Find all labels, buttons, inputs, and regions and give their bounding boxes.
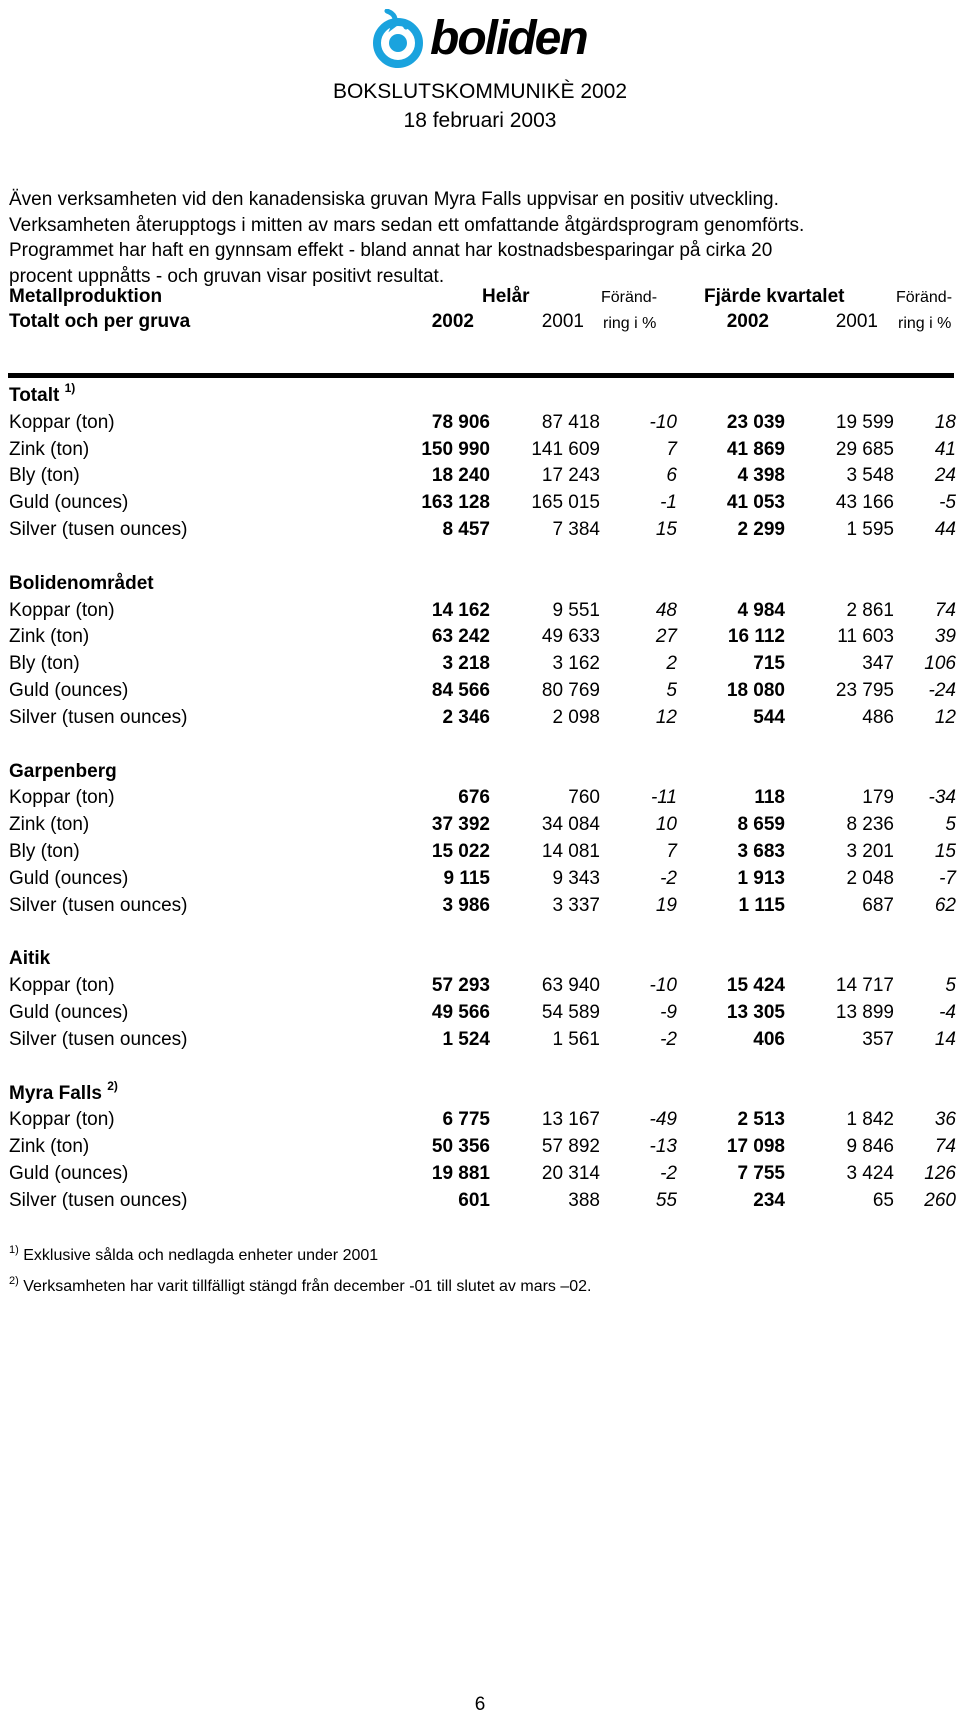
table-row [0,1027,960,1054]
cell-helar-change: 48 [655,599,677,621]
cell-helar-change: 27 [655,626,677,648]
cell-q4-2002: 8 659 [737,814,785,836]
table-row [0,437,960,464]
table-row [0,678,960,705]
table-row [0,490,960,517]
footnote-mark: 2) [9,1275,19,1287]
section-name [9,1078,118,1108]
cell-q4-2001: 23 795 [835,679,894,701]
cell-q4-change: 260 [924,1189,956,1211]
cell-helar-2002: 18 240 [431,465,490,487]
cell-q4-2002: 2 299 [737,518,785,540]
cell-q4-2002: 1 913 [737,867,785,889]
row-label: Koppar (ton) [9,787,115,809]
row-label: Silver (tusen ounces) [9,1189,188,1211]
cell-q4-change: 15 [934,840,956,862]
cell-q4-change: 106 [924,653,956,675]
document-title: BOKSLUTSKOMMUNIKÈ 2002 [332,80,628,103]
cell-helar-2001: 165 015 [531,492,600,514]
section-name [9,571,154,598]
intro-line: Programmet har haft en gynnsam effekt - bland annat har kostnadsbesparingar på cirka 20 [9,240,773,261]
row-label: Zink (ton) [9,1136,90,1158]
cell-q4-change: 39 [934,626,956,648]
cell-q4-2001: 486 [862,706,894,728]
cell-helar-2001: 14 081 [541,840,600,862]
row-label: Silver (tusen ounces) [9,706,188,728]
section-heading [0,383,960,410]
cell-q4-2002: 118 [754,787,785,809]
header-change-bottom: ring i % [603,315,657,332]
header-fjarde-kvartalet: Fjärde kvartalet [704,286,845,307]
table-row [0,598,960,625]
row-label: Koppar (ton) [9,1109,115,1131]
header-change-top: Föränd- [896,289,953,306]
cell-helar-2002: 78 906 [431,411,490,433]
cell-q4-2001: 19 599 [835,411,894,433]
cell-q4-2002: 17 098 [726,1136,785,1158]
document-date: 18 februari 2003 [403,109,557,132]
table-row [0,785,960,812]
table-row [0,1000,960,1027]
table-row [0,1188,960,1215]
cell-helar-2001: 760 [568,787,600,809]
cell-q4-change: 18 [934,411,956,433]
footnote-text: Exklusive sålda och nedlagda enheter under 2001 [23,1247,379,1264]
cell-q4-2001: 179 [862,787,894,809]
cell-q4-2002: 4 984 [737,599,785,621]
table-row [0,839,960,866]
table-row [0,1161,960,1188]
cell-helar-change: 12 [655,706,677,728]
header-divider [8,373,954,378]
row-label: Zink (ton) [9,814,90,836]
table-row [0,705,960,732]
cell-q4-2001: 9 846 [846,1136,894,1158]
cell-q4-change: 44 [934,518,956,540]
cell-helar-2002: 84 566 [431,679,490,701]
section-heading [0,1078,960,1108]
cell-q4-2001: 3 201 [846,840,894,862]
header-year-2002: 2002 [726,311,769,332]
header-year-2001: 2001 [835,311,878,332]
section-spacer [0,919,960,946]
cell-q4-change: 14 [934,1028,956,1050]
cell-helar-2001: 9 343 [552,867,600,889]
table-title: Metallproduktion [9,286,163,307]
cell-q4-2001: 43 166 [835,492,894,514]
cell-helar-2002: 9 115 [443,867,490,889]
metal-production-table [0,383,960,1215]
row-label: Koppar (ton) [9,411,115,433]
cell-q4-2001: 29 685 [835,438,894,460]
cell-q4-2002: 7 755 [737,1162,785,1184]
cell-q4-2001: 3 548 [846,465,894,487]
table-row [0,1107,960,1134]
row-label: Guld (ounces) [9,492,129,514]
section-name-text: Myra Falls [9,1082,102,1104]
section-heading [0,759,960,786]
section-heading [0,571,960,598]
cell-helar-2002: 1 524 [442,1028,490,1050]
cell-q4-2001: 347 [862,653,894,675]
cell-helar-change: -2 [660,1162,677,1184]
cell-helar-change: 10 [655,814,677,836]
cell-helar-2002: 57 293 [431,975,490,997]
cell-q4-2002: 3 683 [737,840,785,862]
cell-helar-change: -10 [649,975,677,997]
cell-helar-change: -1 [660,492,677,514]
footnote-mark: 1) [9,1244,19,1256]
cell-q4-change: 41 [934,438,956,460]
table-row [0,973,960,1000]
section-name-text: Totalt [9,385,60,406]
footnote-text: Verksamheten har varit tillfälligt stängd från december -01 till slutet av mars –02. [23,1278,592,1295]
table-row [0,866,960,893]
row-label: Silver (tusen ounces) [9,518,188,540]
cell-helar-2002: 2 346 [442,706,490,728]
cell-helar-2001: 87 418 [541,411,600,433]
cell-q4-2002: 2 513 [737,1109,785,1131]
cell-helar-2001: 141 609 [531,438,600,460]
cell-helar-2001: 13 167 [541,1109,600,1131]
cell-q4-2002: 234 [753,1189,785,1211]
intro-line: Verksamheten återupptogs i mitten av mars sedan ett omfattande åtgärdsprogram genomförts. [9,214,805,236]
cell-q4-change: 74 [934,599,956,621]
cell-q4-change: 36 [934,1109,956,1131]
row-label: Koppar (ton) [9,599,115,621]
cell-q4-change: 5 [945,814,956,836]
cell-helar-2002: 37 392 [431,814,490,836]
section-name-text: Garpenberg [9,760,117,782]
cell-q4-2001: 687 [862,894,894,916]
row-label: Guld (ounces) [9,1162,129,1184]
cell-helar-2001: 57 892 [541,1136,600,1158]
row-label: Silver (tusen ounces) [9,1028,188,1050]
cell-q4-2001: 11 603 [837,626,894,648]
cell-helar-2002: 19 881 [431,1162,490,1184]
row-label: Bly (ton) [9,465,80,487]
table-row [0,1134,960,1161]
cell-helar-2001: 3 162 [552,653,600,675]
row-label: Guld (ounces) [9,867,129,889]
header-change-top: Föränd- [601,289,658,306]
row-label: Bly (ton) [9,653,80,675]
cell-helar-2001: 3 337 [552,894,600,916]
cell-helar-2002: 3 218 [442,653,490,675]
cell-helar-change: 15 [655,518,677,540]
cell-q4-change: 12 [934,706,956,728]
cell-q4-2002: 1 115 [738,894,785,916]
cell-q4-2002: 4 398 [737,465,785,487]
cell-helar-2002: 676 [458,787,490,809]
section-name [9,383,75,410]
cell-helar-change: -49 [649,1109,677,1131]
header-change-bottom: ring i % [898,315,952,332]
cell-q4-change: 74 [934,1136,956,1158]
cell-helar-change: 7 [666,438,677,460]
cell-helar-2002: 150 990 [421,438,490,460]
cell-helar-change: 7 [666,840,677,862]
row-label: Silver (tusen ounces) [9,894,188,916]
cell-helar-change: -2 [660,1028,677,1050]
section-spacer [0,732,960,759]
cell-q4-2002: 406 [753,1028,785,1050]
cell-q4-change: 126 [924,1162,956,1184]
cell-helar-2002: 15 022 [431,840,490,862]
cell-helar-change: -10 [649,411,677,433]
table-subtitle: Totalt och per gruva [9,311,191,332]
table-row [0,651,960,678]
cell-helar-2001: 9 551 [552,599,600,621]
cell-q4-change: 5 [945,975,956,997]
cell-helar-2001: 80 769 [541,679,600,701]
cell-helar-2002: 49 566 [431,1001,490,1023]
cell-q4-2001: 2 861 [846,599,894,621]
cell-q4-change: 62 [934,894,956,916]
cell-helar-2001: 7 384 [552,518,600,540]
cell-helar-2001: 20 314 [541,1162,600,1184]
section-name [9,946,50,973]
table-row [0,410,960,437]
header-year-2002: 2002 [431,311,474,332]
cell-q4-change: 24 [934,465,956,487]
cell-q4-change: -34 [928,787,956,809]
footnote-ref: 1) [64,381,76,395]
cell-q4-2002: 13 305 [726,1001,785,1023]
cell-q4-2002: 544 [753,706,785,728]
cell-q4-2002: 16 112 [727,626,785,648]
cell-helar-2002: 6 775 [442,1109,490,1131]
cell-helar-2002: 50 356 [431,1136,490,1158]
footnote-2 [9,1276,592,1298]
row-label: Guld (ounces) [9,1001,129,1023]
cell-helar-change: 2 [666,653,677,675]
row-label: Zink (ton) [9,438,90,460]
cell-helar-2002: 63 242 [431,626,490,648]
cell-helar-change: 5 [666,679,677,701]
cell-q4-change: -5 [939,492,956,514]
page-number: 6 [474,1694,486,1715]
cell-q4-2001: 65 [872,1189,894,1211]
cell-helar-change: -11 [650,787,677,809]
section-spacer [0,1054,960,1081]
table-row [0,517,960,544]
cell-helar-2001: 388 [568,1189,600,1211]
cell-helar-2001: 49 633 [541,626,600,648]
cell-helar-change: 6 [666,465,677,487]
header-helar: Helår [482,286,530,307]
table-row [0,624,960,651]
cell-helar-change: -9 [660,1001,677,1023]
cell-q4-2001: 1 842 [846,1109,894,1131]
cell-helar-2001: 2 098 [552,706,600,728]
cell-q4-2002: 41 869 [726,438,785,460]
cell-q4-2001: 14 717 [835,975,894,997]
cell-helar-change: 19 [655,894,677,916]
table-row [0,893,960,920]
table-row [0,812,960,839]
logo-wordmark: boliden [430,12,587,65]
cell-helar-2001: 17 243 [541,465,600,487]
cell-helar-2001: 1 561 [552,1028,600,1050]
cell-q4-2002: 18 080 [726,679,785,701]
cell-q4-2001: 357 [862,1028,894,1050]
intro-line: procent uppnåtts - och gruvan visar positivt resultat. [9,265,445,287]
section-heading [0,946,960,973]
row-label: Zink (ton) [9,626,90,648]
cell-helar-change: -13 [649,1136,677,1158]
section-name-text: Bolidenområdet [9,572,154,594]
cell-q4-2001: 2 048 [846,867,894,889]
table-row [0,463,960,490]
cell-helar-2001: 63 940 [541,975,600,997]
section-name [9,759,117,786]
boliden-logo [372,6,587,72]
footnote-1 [9,1245,378,1267]
cell-helar-2002: 14 162 [431,599,490,621]
cell-q4-2002: 715 [753,653,785,675]
section-name-text: Aitik [9,948,51,970]
cell-q4-2001: 3 424 [846,1162,894,1184]
cell-q4-change: -4 [939,1001,956,1023]
cell-q4-2002: 23 039 [726,411,785,433]
footnote-ref: 2) [107,1078,118,1093]
row-label: Koppar (ton) [9,975,115,997]
cell-helar-2002: 601 [458,1189,490,1211]
cell-helar-2001: 54 589 [541,1001,600,1023]
intro-paragraph [9,187,949,289]
cell-q4-change: -7 [939,867,956,889]
cell-q4-2002: 41 053 [726,492,785,514]
row-label: Bly (ton) [9,840,80,862]
cell-q4-2001: 13 899 [835,1001,894,1023]
cell-helar-2001: 34 084 [541,814,600,836]
cell-q4-2002: 15 424 [726,975,785,997]
header-year-2001: 2001 [541,311,584,332]
cell-helar-2002: 8 457 [442,518,490,540]
cell-helar-2002: 3 986 [442,894,490,916]
cell-helar-change: -2 [660,867,677,889]
cell-q4-2001: 1 595 [846,518,894,540]
intro-line: Även verksamheten vid den kanadensiska gruvan Myra Falls uppvisar en positiv utveckling. [9,189,779,210]
cell-q4-2001: 8 236 [846,814,894,836]
section-spacer [0,544,960,571]
cell-q4-change: -24 [928,679,956,701]
row-label: Guld (ounces) [9,679,129,701]
cell-helar-change: 55 [655,1189,677,1211]
boliden-logo-mark-icon [372,9,424,69]
cell-helar-2002: 163 128 [421,492,490,514]
